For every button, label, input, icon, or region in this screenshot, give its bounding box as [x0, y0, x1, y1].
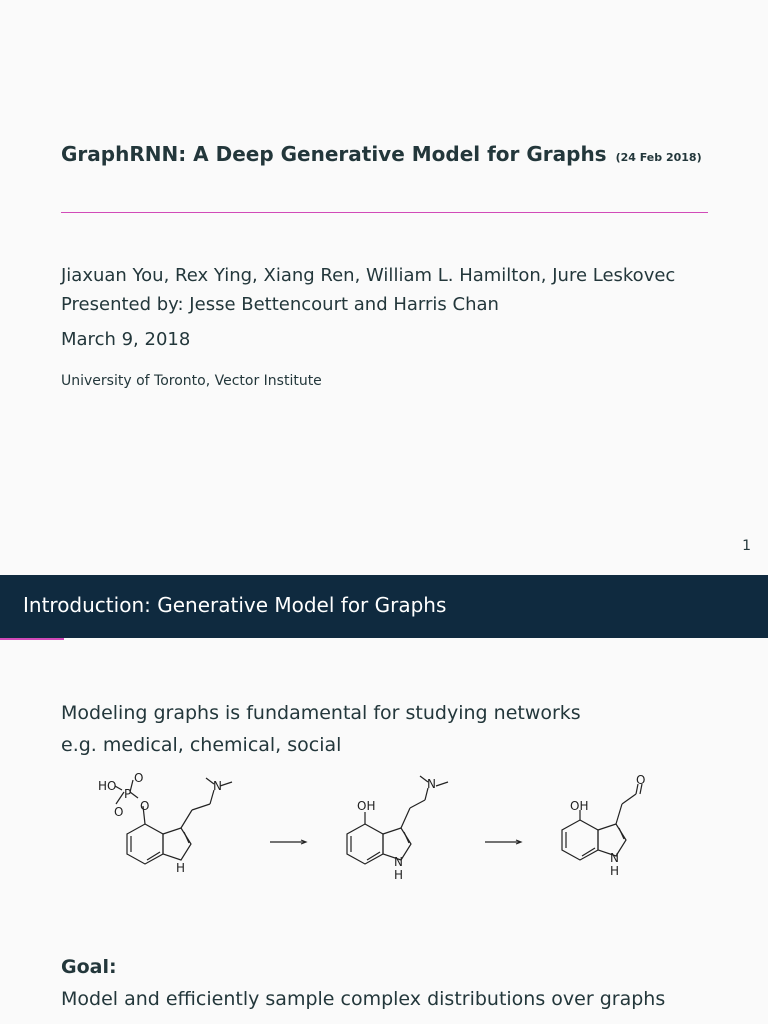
m2-benzene-ring	[347, 824, 383, 864]
m3-benzene-ring	[562, 820, 598, 860]
authors: Jiaxuan You, Rex Ying, Xiang Ren, William L. Hamilton, Jure Leskovec	[61, 265, 676, 286]
m3-nh-label: N	[610, 851, 619, 865]
m1-o-top-label: O	[134, 771, 144, 785]
frame-title: Introduction: Generative Model for Graphs	[23, 593, 447, 617]
title-text: GraphRNN: A Deep Generative Model for Graphs	[61, 142, 607, 166]
progress-bar	[0, 638, 64, 640]
m1-ho-label: HO	[98, 779, 117, 793]
title-date: (24 Feb 2018)	[615, 151, 702, 164]
m1-n-label: N	[213, 779, 222, 793]
goal-text: Model and efficiently sample complex distributions over graphs	[61, 988, 666, 1010]
m2-n-label: N	[427, 777, 436, 791]
m3-h-label: H	[610, 864, 620, 878]
title-divider	[61, 212, 708, 213]
presentation-date: March 9, 2018	[61, 329, 191, 350]
intro-slide	[0, 575, 768, 1024]
goal-label: Goal:	[61, 956, 117, 978]
m1-o-right-label: O	[140, 799, 150, 813]
presenters: Presented by: Jesse Bettencourt and Harris Chan	[61, 294, 499, 315]
m2-nh-label: N	[394, 855, 403, 869]
presentation-title	[61, 142, 702, 166]
intro-line-2: e.g. medical, chemical, social	[61, 734, 342, 756]
m3-o-label: O	[636, 773, 646, 787]
m2-oh-label: OH	[357, 799, 376, 813]
molecule-diagram	[80, 770, 680, 895]
frame-title-bar	[0, 575, 768, 638]
m1-benzene-ring	[127, 824, 163, 864]
m1-pyrrole-ring	[163, 828, 191, 860]
m2-h-label: H	[394, 868, 404, 882]
intro-line-1: Modeling graphs is fundamental for studying networks	[61, 702, 581, 724]
molecule-svg	[80, 770, 680, 895]
institute: University of Toronto, Vector Institute	[61, 373, 322, 389]
m1-nh-label: H	[176, 861, 186, 875]
m1-p-label: P	[124, 787, 132, 801]
m1-o-bottom-label: O	[114, 805, 124, 819]
m3-oh-label: OH	[570, 799, 589, 813]
page-number: 1	[742, 538, 751, 554]
